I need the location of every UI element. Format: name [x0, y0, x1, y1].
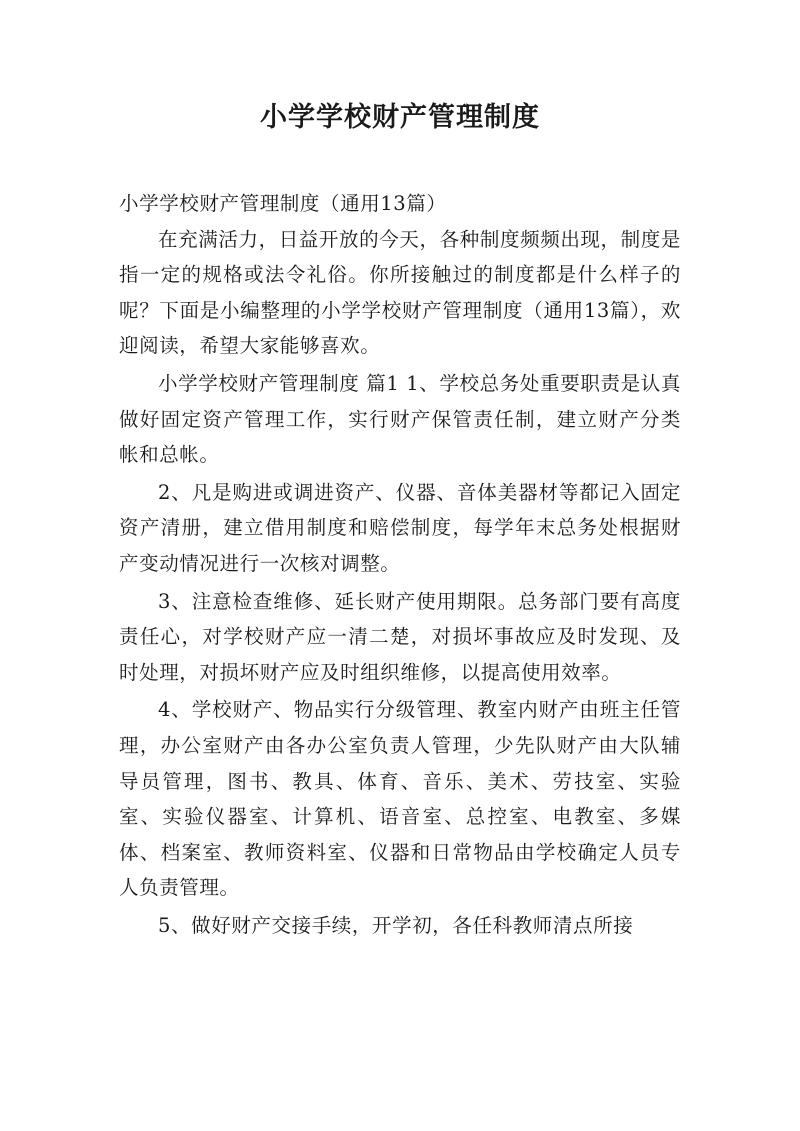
- document-subtitle: 小学学校财产管理制度（通用13篇）: [119, 192, 447, 215]
- paragraph-item-5: 5、做好财产交接手续，开学初，各任科教师清点所接: [158, 913, 634, 937]
- document-title: 小学学校财产管理制度: [260, 102, 540, 133]
- document-body: [119, 186, 681, 943]
- paragraph-item-1: 小学学校财产管理制度 篇1 1、学校总务处重要职责是认真做好固定资产管理工作，实行财产保管责任制，建立财产分类帐和总帐。: [119, 371, 681, 467]
- paragraph-intro: 在充满活力，日益开放的今天，各种制度频频出现，制度是指一定的规格或法令礼俗。你所接触过的制度都是什么样子的呢？下面是小编整理的小学学校财产管理制度（通用13篇），欢迎阅读，希望大家能够喜欢。: [119, 227, 681, 358]
- paragraph-item-4: 4、学校财产、物品实行分级管理、教室内财产由班主任管理，办公室财产由各办公室负责人管理，少先队财产由大队辅导员管理，图书、教具、体育、音乐、美术、劳技室、实验室、实验仪器室、计算机、语音室、总控室、电教室、多媒体、档案室、教师资料室、仪器和日常物品由学校确定人员专人负责管理。: [119, 698, 681, 900]
- paragraph-item-2: 2、凡是购进或调进资产、仪器、音体美器材等都记入固定资产清册，建立借用制度和赔偿制度，每学年末总务处根据财产变动情况进行一次核对调整。: [119, 480, 681, 575]
- paragraph-item-3: 3、注意检查维修、延长财产使用期限。总务部门要有高度责任心，对学校财产应一清二楚，对损坏事故应及时发现、及时处理，对损坏财产应及时组织维修，以提高使用效率。: [119, 589, 681, 684]
